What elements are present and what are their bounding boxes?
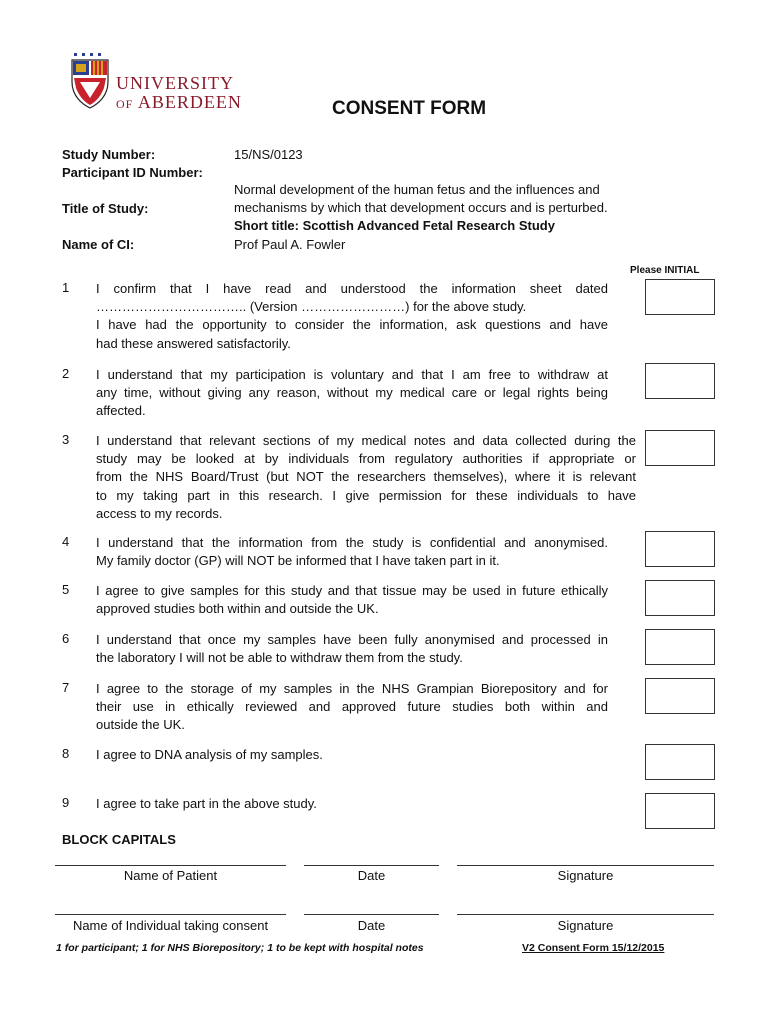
item-text bbox=[96, 432, 636, 523]
initial-box[interactable] bbox=[645, 793, 715, 829]
item-text-line: study may be looked at by individuals from regulatory authorities if appropriate or bbox=[96, 451, 636, 467]
item-text-line: My family doctor (GP) will NOT be informed that I have taken part in it. bbox=[96, 553, 500, 569]
initial-box[interactable] bbox=[645, 744, 715, 780]
participant-id-label: Participant ID Number: bbox=[62, 165, 203, 180]
item-text-line: access to my records. bbox=[96, 505, 223, 521]
patient-signature-caption: Signature bbox=[557, 868, 614, 883]
item-text-line: I confirm that I have read and understood the information sheet dated bbox=[96, 281, 608, 296]
item-text-line: I agree to take part in the above study. bbox=[96, 796, 317, 811]
study-number-label: Study Number: bbox=[62, 147, 156, 162]
item-text-line: affected. bbox=[96, 403, 146, 419]
item-text bbox=[96, 680, 608, 735]
item-text bbox=[96, 280, 608, 353]
consenter-date-caption: Date bbox=[357, 918, 386, 933]
item-number: 7 bbox=[62, 680, 70, 695]
item-number: 2 bbox=[62, 366, 70, 381]
item-number: 9 bbox=[62, 795, 70, 810]
item-text-line: to my taking part in this research. I give permission for these individuals to have bbox=[96, 487, 636, 503]
item-text-line: I understand that the information from the study is confidential and anonymised. bbox=[96, 535, 608, 550]
initial-box[interactable] bbox=[645, 531, 715, 567]
initial-box[interactable] bbox=[645, 430, 715, 466]
item-number: 6 bbox=[62, 631, 70, 646]
item-text-line: their use in ethically reviewed and approved future studies both within and bbox=[96, 699, 608, 715]
logo-line2: ABERDEEN bbox=[137, 92, 242, 112]
consenter-signature-line bbox=[457, 914, 714, 915]
item-text-line: approved studies both within and outside the UK. bbox=[96, 601, 379, 617]
item-text bbox=[96, 631, 608, 667]
ci-name-value: Prof Paul A. Fowler bbox=[234, 236, 346, 252]
page-title: CONSENT FORM bbox=[332, 98, 487, 119]
item-text bbox=[96, 366, 608, 421]
initial-box[interactable] bbox=[645, 580, 715, 616]
ci-name-label: Name of CI: bbox=[62, 237, 135, 252]
item-text-line: I have had the opportunity to consider the information, ask questions and have bbox=[96, 317, 608, 333]
study-title-line-1: Normal development of the human fetus and the influences and bbox=[234, 182, 600, 197]
crest-icon bbox=[68, 52, 112, 110]
item-text-line: the laboratory I will not be able to withdraw them from the study. bbox=[96, 650, 463, 666]
initial-box[interactable] bbox=[645, 678, 715, 714]
logo-line1: UNIVERSITY bbox=[116, 73, 234, 93]
footer-distribution-note: 1 for participant; 1 for NHS Biorepository; 1 to be kept with hospital notes bbox=[56, 942, 424, 954]
item-number: 4 bbox=[62, 534, 70, 549]
block-capitals-label: BLOCK CAPITALS bbox=[62, 832, 176, 847]
please-initial-label: Please INITIAL bbox=[630, 265, 700, 276]
item-text-line: had these answered satisfactorily. bbox=[96, 335, 291, 351]
title-of-study-label: Title of Study: bbox=[62, 201, 149, 216]
consenter-name-caption: Name of Individual taking consent bbox=[72, 918, 269, 933]
item-text bbox=[96, 582, 608, 618]
item-number: 3 bbox=[62, 432, 70, 447]
patient-name-line bbox=[55, 865, 286, 866]
item-text bbox=[96, 746, 608, 764]
item-number: 1 bbox=[62, 280, 70, 295]
item-text bbox=[96, 795, 608, 813]
patient-date-caption: Date bbox=[357, 868, 386, 883]
logo-line2-prefix: OF bbox=[116, 97, 134, 111]
study-title-value bbox=[234, 181, 654, 254]
study-short-title: Short title: Scottish Advanced Fetal Research Study bbox=[234, 218, 555, 234]
footer-version: V2 Consent Form 15/12/2015 bbox=[522, 942, 665, 954]
study-number-value: 15/NS/0123 bbox=[234, 147, 303, 162]
item-text-line: …………………………….. (Version ……………………) for the above study. bbox=[96, 299, 527, 315]
item-text-line: I understand that once my samples have been fully anonymised and processed in bbox=[96, 632, 608, 647]
consenter-signature-caption: Signature bbox=[557, 918, 614, 933]
item-text-line: I understand that my participation is voluntary and that I am free to withdraw at bbox=[96, 367, 608, 382]
consenter-name-line bbox=[55, 914, 286, 915]
initial-box[interactable] bbox=[645, 363, 715, 399]
item-text-line: I understand that relevant sections of my medical notes and data collected during the bbox=[96, 433, 636, 448]
initial-box[interactable] bbox=[645, 629, 715, 665]
item-text-line: I agree to DNA analysis of my samples. bbox=[96, 747, 323, 762]
university-logo bbox=[68, 52, 242, 112]
item-number: 5 bbox=[62, 582, 70, 597]
patient-date-line bbox=[304, 865, 439, 866]
patient-name-caption: Name of Patient bbox=[123, 868, 218, 883]
item-text-line: any time, without giving any reason, without my medical care or legal rights being bbox=[96, 385, 608, 401]
initial-box[interactable] bbox=[645, 279, 715, 315]
item-text-line: I agree to give samples for this study and that tissue may be used in future ethically bbox=[96, 583, 608, 598]
consenter-date-line bbox=[304, 914, 439, 915]
patient-signature-line bbox=[457, 865, 714, 866]
item-number: 8 bbox=[62, 746, 70, 761]
item-text bbox=[96, 534, 608, 570]
item-text-line: outside the UK. bbox=[96, 717, 185, 733]
study-title-line-2: mechanisms by which that development occurs and is perturbed. bbox=[234, 200, 608, 216]
item-text-line: from the NHS Board/Trust (but NOT the researchers themselves), where it is relevant bbox=[96, 469, 636, 485]
item-text-line: I agree to the storage of my samples in the NHS Grampian Biorepository and for bbox=[96, 681, 608, 696]
